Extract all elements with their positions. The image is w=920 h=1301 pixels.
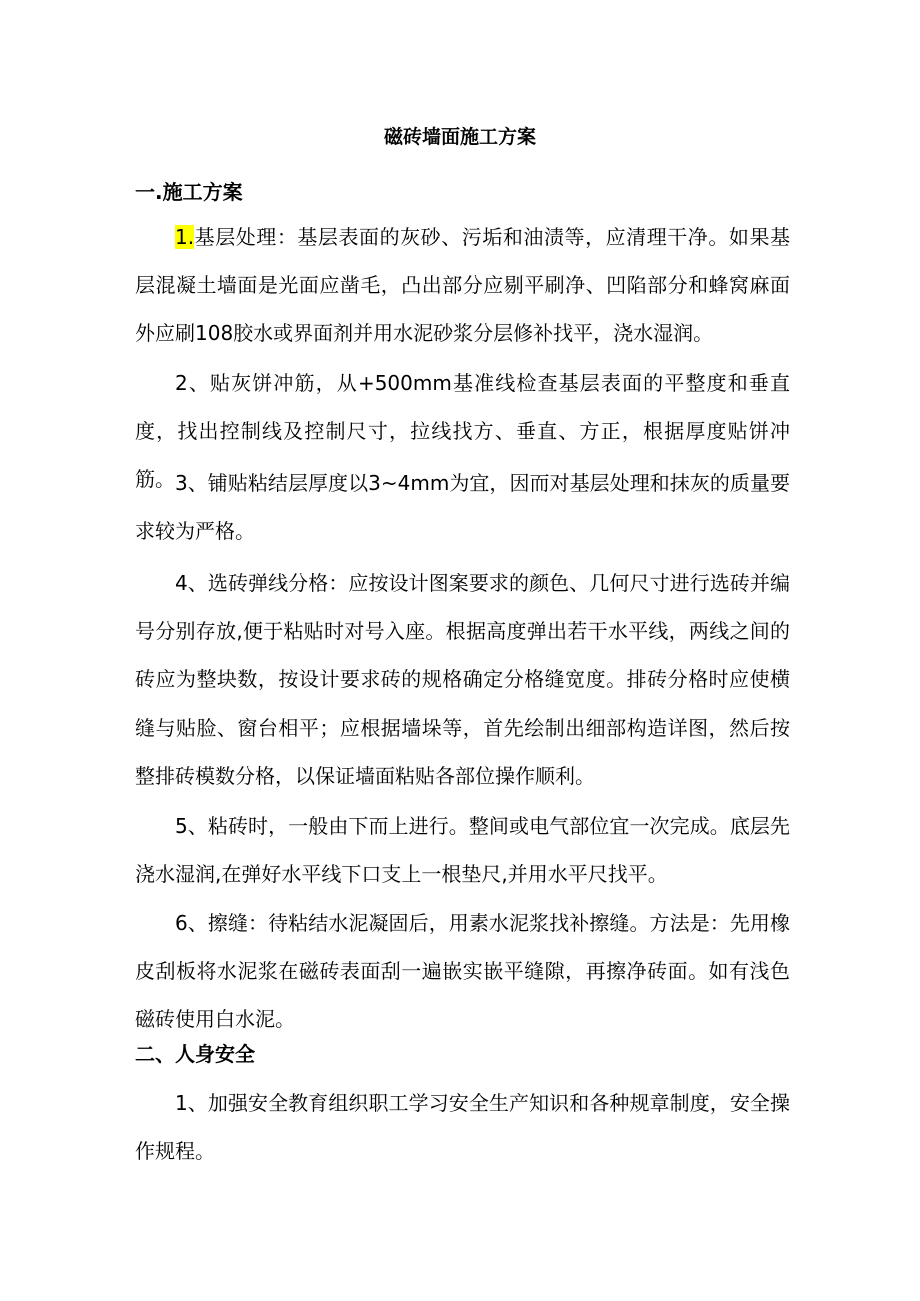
paragraph-item-5: 5、粘砖时，一般由下而上进行。整间或电气部位宜一次完成。底层先浇水湿润,在弹好水平线下口支上一根垫尺,并用水平尺找平。 xyxy=(135,814,790,887)
paragraph-safety-item-1: 1、加强安全教育组织职工学习安全生产知识和各种规章制度，安全操作规程。 xyxy=(135,1091,790,1164)
document-title: 磁砖墙面施工方案 xyxy=(383,126,536,148)
paragraph-item-1-text: 基层处理：基层表面的灰砂、污垢和油渍等，应清理干净。如果基层混凝土墙面是光面应凿毛，凸出部分应剔平刷净、凹陷部分和蜂窝麻面外应刷108胶水或界面剂并用水泥砂浆分层修补找平，浇水湿润。 xyxy=(135,225,790,346)
section-heading-personal-safety: 二、人身安全 xyxy=(135,1042,255,1066)
section-heading-construction-plan: 一.施工方案 xyxy=(135,180,243,204)
paragraph-item-1 xyxy=(135,213,790,358)
paragraph-item-3: 3、铺贴粘结层厚度以3~4mm为宜，因而对基层处理和抹灰的质量要求较为严格。 xyxy=(135,471,790,544)
paragraph-item-6: 6、擦缝：待粘结水泥凝固后，用素水泥浆找补擦缝。方法是：先用橡皮刮板将水泥浆在磁砖表面刮一遍嵌实嵌平缝隙，再擦净砖面。如有浅色磁砖使用白水泥。 xyxy=(135,911,790,1032)
paragraph-item-4: 4、选砖弹线分格：应按设计图案要求的颜色、几何尺寸进行选砖并编号分别存放,便于粘贴时对号入座。根据高度弹出若干水平线，两线之间的砖应为整块数，按设计要求砖的规格确定分格缝宽度。排砖分格时应使横缝与贴脸、窗台相平；应根据墙垛等，首先绘制出细部构造详图，然后按整排砖模数分格，以保证墙面粘贴各部位操作顺利。 xyxy=(135,571,790,788)
highlighted-item-number: 1. xyxy=(175,225,195,249)
paragraph-item-2: 2、贴灰饼冲筋，从+500mm基准线检查基层表面的平整度和垂直度，找出控制线及控制尺寸，拉线找方、垂直、方正，根据厚度贴饼冲筋。 xyxy=(135,371,790,492)
